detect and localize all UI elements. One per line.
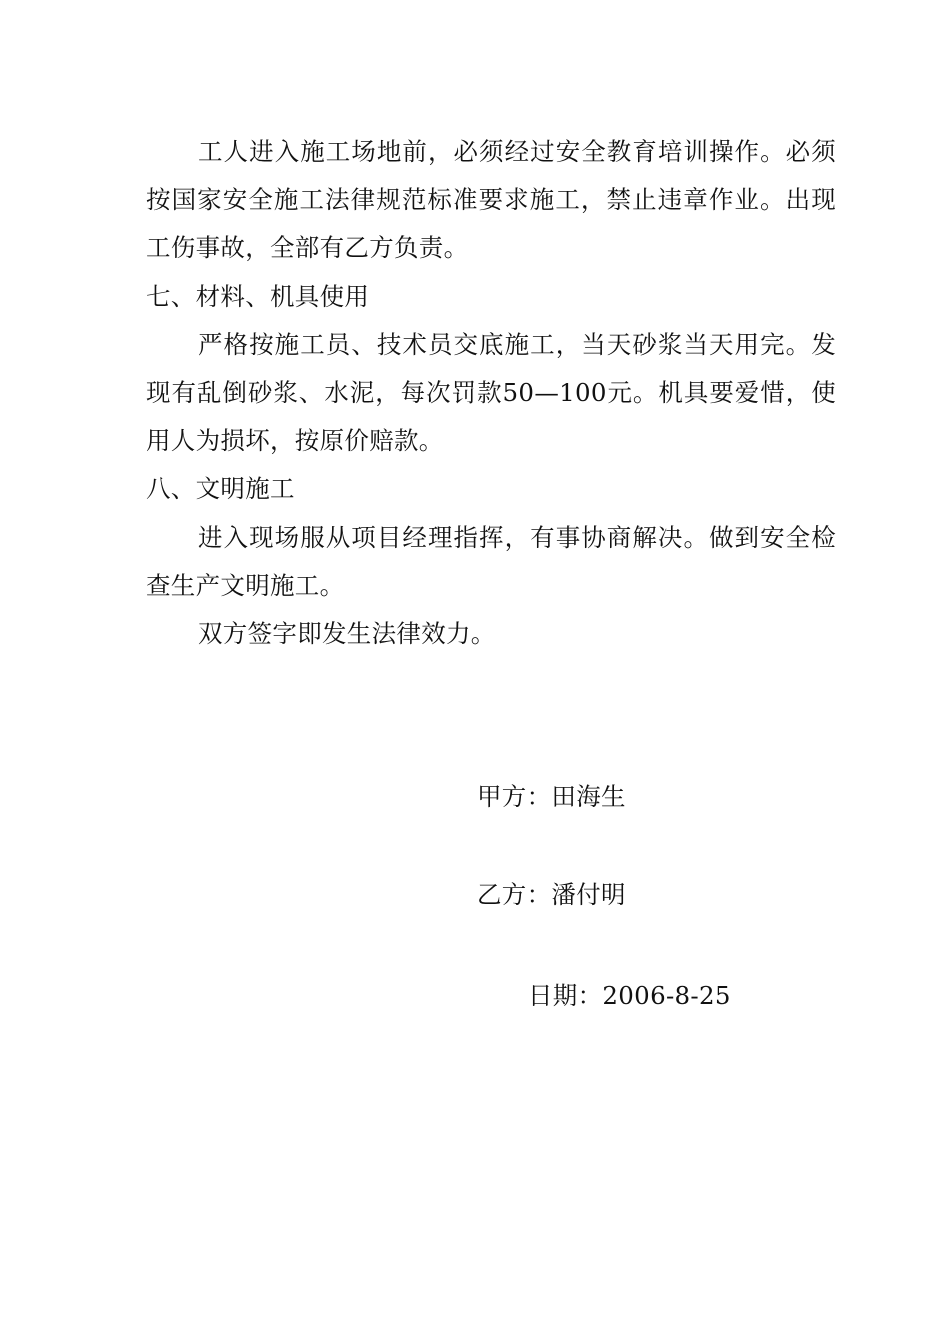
paragraph-materials: 严格按施工员、技术员交底施工，当天砂浆当天用完。发现有乱倒砂浆、水泥，每次罚款50—100元。机具要爱惜，使用人为损坏，按原价赔款。 [146,329,836,456]
signature-date: 日期：2006-8-25 [528,981,731,1010]
document-body [146,128,836,658]
paragraph-civilized-construction: 进入现场服从项目经理指挥，有事协商解决。做到安全检查生产文明施工。 [146,522,836,600]
signature-party-a: 甲方：田海生 [477,782,626,811]
paragraph-legal-effect: 双方签字即发生法律效力。 [198,619,496,649]
signature-party-b: 乙方：潘付明 [477,880,626,909]
section-heading-materials: 七、材料、机具使用 [146,281,370,311]
section-heading-civilized-construction: 八、文明施工 [146,474,295,504]
paragraph-safety: 工人进入施工场地前，必须经过安全教育培训操作。必须按国家安全施工法律规范标准要求施工，禁止违章作业。出现工伤事故，全部有乙方负责。 [146,137,836,263]
